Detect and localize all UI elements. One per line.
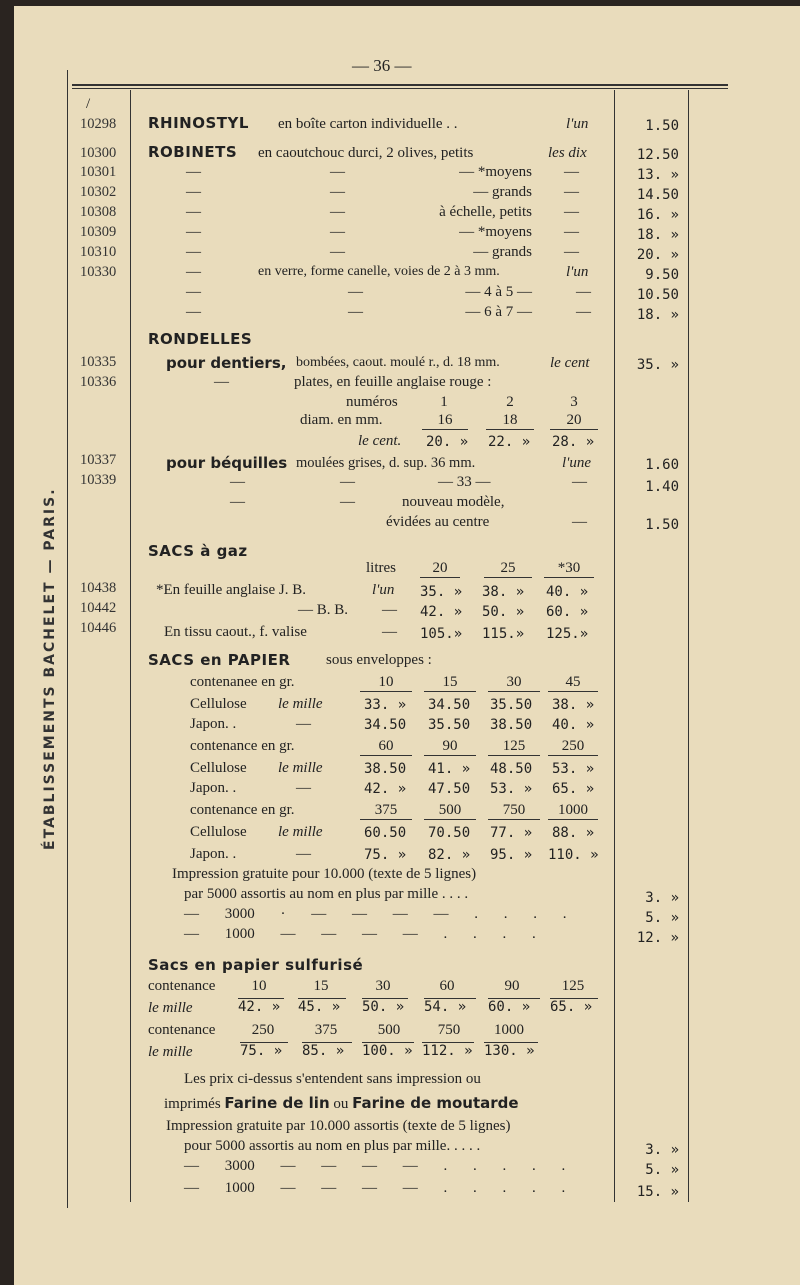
- mille-label: le mille: [148, 1000, 193, 1016]
- code: 10446: [80, 620, 117, 636]
- product-desc: — grands: [473, 244, 532, 260]
- ditto: —: [230, 474, 245, 490]
- value: 34.50: [364, 717, 407, 733]
- ditto: —: [340, 494, 355, 510]
- product-desc: nouveau modèle,: [402, 494, 505, 510]
- value: 38. »: [482, 584, 525, 600]
- unit: —: [564, 204, 579, 220]
- value: 110. »: [548, 847, 599, 863]
- contenance-value: 375: [314, 1022, 338, 1038]
- code: 10298: [80, 116, 117, 132]
- unit: l'un: [566, 116, 589, 132]
- value: 42. »: [238, 998, 284, 1015]
- price: 9.50: [645, 267, 679, 283]
- impression-line: — 1000 — — — — . . . . .: [184, 1180, 566, 1196]
- product-name: RHINOSTYL: [148, 114, 249, 132]
- price: 12.50: [636, 147, 679, 163]
- price: 1.60: [645, 457, 679, 473]
- ditto: —: [330, 184, 345, 200]
- unit: —: [564, 184, 579, 200]
- value: 48.50: [490, 761, 533, 777]
- product-desc: à échelle, petits: [439, 204, 532, 220]
- value: 75. »: [364, 847, 407, 863]
- numero: 3: [570, 394, 578, 410]
- value: 35.50: [490, 697, 533, 713]
- value: 53. »: [490, 781, 533, 797]
- section-title: SACS à gaz: [148, 542, 248, 560]
- row-label: *En feuille anglaise J. B.: [156, 582, 306, 598]
- contenance-label: contenance: [148, 1022, 216, 1038]
- unit: l'un: [566, 264, 589, 280]
- price: 10.50: [636, 287, 679, 303]
- numeros-label: numéros: [346, 394, 398, 410]
- price: 1.40: [645, 479, 679, 495]
- product-desc: — 6 à 7 —: [465, 304, 532, 320]
- value: 95. »: [490, 847, 533, 863]
- section-title: SACS en PAPIER: [148, 651, 291, 669]
- diam-value: 20: [550, 412, 598, 430]
- code: 10337: [80, 452, 117, 468]
- value: 60. »: [488, 998, 540, 1015]
- contenance-label: contenance en gr.: [190, 738, 295, 754]
- ditto: —: [330, 224, 345, 240]
- contenance-label: contenanee en gr.: [190, 674, 295, 690]
- unit: —: [296, 780, 311, 796]
- ditto: —: [340, 474, 355, 490]
- value: 50. »: [482, 604, 525, 620]
- price: 5. »: [645, 910, 679, 926]
- mille-label: le mille: [148, 1044, 193, 1060]
- price: 12. »: [636, 930, 679, 946]
- ditto: —: [348, 284, 363, 300]
- contenance-value: 125: [561, 978, 585, 994]
- ditto: —: [186, 264, 201, 280]
- product-desc: — 4 à 5 —: [465, 284, 532, 300]
- price: 18. »: [636, 307, 679, 323]
- note-text: imprimés: [164, 1096, 221, 1112]
- contenance-value: 45: [548, 674, 598, 692]
- impression-note: Impression gratuite pour 10.000 (texte de 5 lignes): [172, 866, 477, 882]
- value: 88. »: [552, 825, 595, 841]
- code: 10301: [80, 164, 117, 180]
- litres-label: litres: [366, 560, 396, 576]
- unit: l'un: [372, 582, 395, 598]
- ditto: —: [186, 184, 201, 200]
- cent-label: le cent.: [358, 433, 402, 449]
- product-desc: — *moyens: [459, 224, 532, 240]
- impression-line: — 3000 · — — — — . . . .: [184, 906, 567, 922]
- contenance-value: 1000: [494, 1022, 524, 1038]
- japon-label: Japon. .: [190, 846, 237, 862]
- price: 15. »: [636, 1184, 679, 1200]
- value: 65. »: [550, 998, 598, 1015]
- code: 10302: [80, 184, 117, 200]
- unit: —: [572, 514, 587, 530]
- unit: —: [296, 716, 311, 732]
- note-text: ou: [333, 1096, 349, 1112]
- margin-mark: /: [86, 96, 91, 112]
- value: 60. »: [546, 604, 589, 620]
- numero: 2: [506, 394, 514, 410]
- value: 75. »: [240, 1042, 288, 1059]
- ditto: —: [330, 244, 345, 260]
- contenance-value: 750: [437, 1022, 461, 1038]
- impression-line: — 3000 — — — — . . . . .: [184, 1158, 566, 1174]
- litres-value: *30: [544, 560, 594, 578]
- unit: le mille: [278, 760, 323, 776]
- contenance-value: 90: [504, 978, 520, 994]
- ditto: —: [230, 494, 245, 510]
- product-desc: évidées au centre: [386, 514, 490, 530]
- contenance-value: 30: [488, 674, 540, 692]
- product-desc: bombées, caout. moulé r., d. 18 mm.: [296, 355, 500, 370]
- code: 10336: [80, 374, 117, 390]
- row-label: En tissu caout., f. valise: [164, 624, 307, 640]
- product-lead: pour dentiers,: [166, 354, 287, 372]
- value: 54. »: [424, 998, 476, 1015]
- unit: le mille: [278, 824, 323, 840]
- unit: le mille: [278, 696, 323, 712]
- contenance-value: 500: [424, 802, 476, 820]
- value: 40. »: [552, 717, 595, 733]
- ditto: —: [186, 224, 201, 240]
- impression-line: par 5000 assortis au nom en plus par mille . . . .: [184, 886, 469, 902]
- ditto: —: [348, 304, 363, 320]
- value: 53. »: [552, 761, 595, 777]
- ditto: —: [330, 164, 345, 180]
- contenance-value: 30: [375, 978, 391, 994]
- cent-value: 22. »: [488, 434, 531, 450]
- right-column-rule: [688, 90, 689, 1202]
- litres-value: 20: [420, 560, 460, 578]
- cent-value: 28. »: [552, 434, 595, 450]
- price: 5. »: [645, 1162, 679, 1178]
- contenance-value: 60: [439, 978, 455, 994]
- contenance-label: contenance en gr.: [190, 802, 295, 818]
- section-title: Sacs en papier sulfurisé: [148, 956, 364, 974]
- code: 10309: [80, 224, 117, 240]
- cellulose-label: Cellulose: [190, 760, 247, 776]
- value: 77. »: [490, 825, 533, 841]
- ditto: —: [186, 284, 201, 300]
- unit: —: [382, 602, 397, 618]
- price: 3. »: [645, 890, 679, 906]
- price: 35. »: [636, 357, 679, 373]
- value: 38.50: [364, 761, 407, 777]
- value: 100. »: [362, 1043, 413, 1059]
- value: 34.50: [428, 697, 471, 713]
- value: 40. »: [546, 584, 589, 600]
- impression-line: pour 5000 assortis au nom en plus par mille. . . . .: [184, 1138, 481, 1154]
- value: 82. »: [428, 847, 471, 863]
- product-desc: en caoutchouc durci, 2 olives, petits: [258, 145, 474, 161]
- value: 130. »: [484, 1042, 538, 1059]
- value: 105.»: [420, 626, 463, 642]
- page-number: — 36 —: [352, 56, 412, 75]
- note-product: Farine de moutarde: [352, 1094, 519, 1112]
- contenance-value: 500: [377, 1022, 401, 1038]
- value: 42. »: [364, 781, 407, 797]
- cellulose-label: Cellulose: [190, 696, 247, 712]
- value: 38.50: [490, 717, 533, 733]
- contenance-value: 250: [251, 1022, 275, 1038]
- section-subtitle: sous enveloppes :: [326, 652, 432, 668]
- value: 35. »: [420, 584, 463, 600]
- numero: 1: [440, 394, 448, 410]
- left-border: [67, 70, 68, 1208]
- value: 45. »: [298, 998, 346, 1015]
- product-desc: en verre, forme canelle, voies de 2 à 3 mm.: [258, 264, 500, 279]
- value: 125.»: [546, 626, 589, 642]
- price: 20. »: [636, 247, 679, 263]
- code: 10339: [80, 472, 117, 488]
- price-column-rule: [614, 90, 615, 1202]
- contenance-value: 125: [488, 738, 540, 756]
- contenance-value: 250: [548, 738, 598, 756]
- code: 10438: [80, 580, 117, 596]
- side-publisher-text: ÉTABLISSEMENTS BACHELET — PARIS.: [42, 487, 58, 850]
- value: 85. »: [302, 1042, 352, 1059]
- unit: —: [576, 304, 591, 320]
- unit: —: [576, 284, 591, 300]
- unit: le cent: [550, 355, 590, 371]
- value: 65. »: [552, 781, 595, 797]
- product-desc: moulées grises, d. sup. 36 mm.: [296, 455, 476, 471]
- impression-note: Impression gratuite par 10.000 assortis (texte de 5 lignes): [166, 1118, 511, 1134]
- unit: les dix: [548, 145, 587, 161]
- price: 18. »: [636, 227, 679, 243]
- value: 60.50: [364, 825, 407, 841]
- value: 112. »: [422, 1043, 473, 1059]
- contenance-label: contenance: [148, 978, 216, 994]
- unit: —: [296, 846, 311, 862]
- code: 10330: [80, 264, 117, 280]
- code-column-rule: [130, 90, 131, 1202]
- product-desc: — 33 —: [438, 474, 491, 490]
- price: 14.50: [636, 187, 679, 203]
- impression-line: — 1000 — — — — . . . .: [184, 926, 536, 942]
- japon-label: Japon. .: [190, 780, 237, 796]
- ditto: —: [186, 164, 201, 180]
- value: 50. »: [362, 998, 408, 1015]
- value: 47.50: [428, 781, 471, 797]
- note-line: [164, 1094, 519, 1113]
- section-title: RONDELLES: [148, 330, 253, 348]
- value: 38. »: [552, 697, 595, 713]
- product-desc: — grands: [473, 184, 532, 200]
- header-rule: [72, 84, 728, 86]
- header-rule-thin: [72, 88, 728, 89]
- cent-value: 20. »: [426, 434, 469, 450]
- price: 13. »: [636, 167, 679, 183]
- product-desc: — *moyens: [459, 164, 532, 180]
- product-name: ROBINETS: [148, 143, 238, 161]
- japon-label: Japon. .: [190, 716, 237, 732]
- value: 70.50: [428, 825, 471, 841]
- contenance-value: 1000: [548, 802, 598, 820]
- code: 10442: [80, 600, 117, 616]
- contenance-value: 750: [488, 802, 540, 820]
- unit: —: [382, 624, 397, 640]
- cellulose-label: Cellulose: [190, 824, 247, 840]
- value: 41. »: [428, 761, 471, 777]
- price: 3. »: [645, 1142, 679, 1158]
- ditto: —: [214, 374, 229, 390]
- value: 42. »: [420, 604, 463, 620]
- diam-label: diam. en mm.: [300, 412, 383, 428]
- contenance-value: 60: [360, 738, 412, 756]
- value: 115.»: [482, 626, 525, 642]
- contenance-value: 375: [360, 802, 412, 820]
- product-desc: plates, en feuille anglaise rouge :: [294, 374, 492, 390]
- price: 1.50: [645, 517, 679, 533]
- code: 10308: [80, 204, 117, 220]
- unit: —: [572, 474, 587, 490]
- note-product: Farine de lin: [224, 1094, 330, 1112]
- contenance-value: 15: [424, 674, 476, 692]
- price: 16. »: [636, 207, 679, 223]
- price: 1.50: [645, 118, 679, 134]
- unit: l'une: [562, 455, 592, 471]
- row-label: — B. B.: [297, 602, 348, 618]
- ditto: —: [186, 244, 201, 260]
- diam-value: 18: [486, 412, 534, 430]
- product-desc: en boîte carton individuelle . .: [278, 116, 458, 132]
- unit: —: [564, 244, 579, 260]
- litres-value: 25: [484, 560, 532, 578]
- contenance-value: 90: [424, 738, 476, 756]
- code: 10335: [80, 354, 117, 370]
- code: 10300: [80, 145, 117, 161]
- value: 33. »: [364, 697, 407, 713]
- diam-value: 16: [422, 412, 468, 430]
- code: 10310: [80, 244, 117, 260]
- value: 35.50: [428, 717, 471, 733]
- product-lead: pour béquilles: [166, 454, 288, 472]
- contenance-value: 10: [360, 674, 412, 692]
- ditto: —: [186, 204, 201, 220]
- ditto: —: [330, 204, 345, 220]
- note-line: Les prix ci-dessus s'entendent sans impression ou: [184, 1071, 481, 1087]
- contenance-value: 15: [313, 978, 329, 994]
- unit: —: [564, 224, 579, 240]
- unit: —: [564, 164, 579, 180]
- ditto: —: [186, 304, 201, 320]
- contenance-value: 10: [251, 978, 267, 994]
